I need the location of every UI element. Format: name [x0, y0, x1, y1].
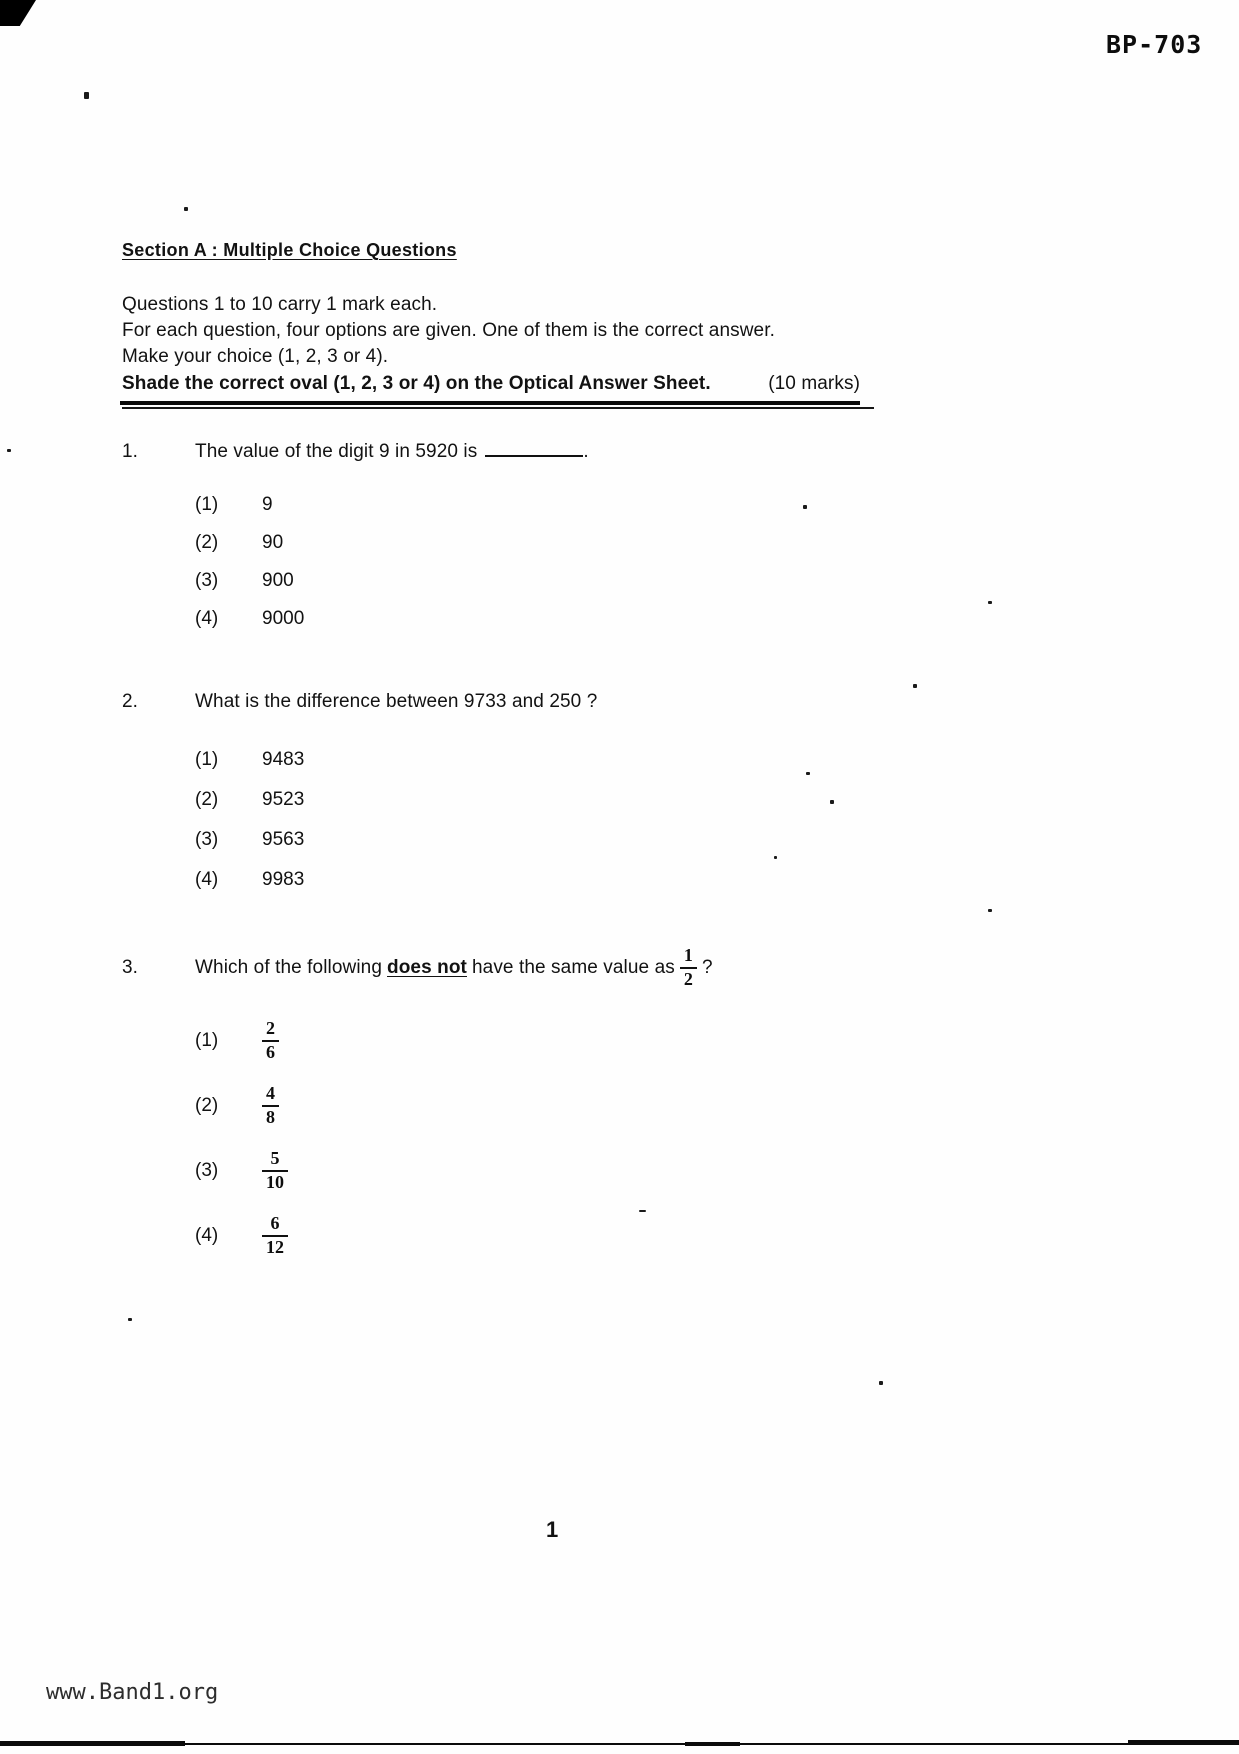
option-label: (4)	[195, 1224, 219, 1246]
option-value: 9983	[262, 869, 305, 890]
footer-website: www.Band1.org	[46, 1680, 219, 1705]
option-row	[195, 494, 304, 532]
blank-suffix: .	[583, 441, 589, 462]
scan-speck	[639, 1210, 646, 1212]
question-number: 2.	[122, 691, 139, 712]
fraction-numerator: 5	[270, 1147, 280, 1168]
scan-speck	[806, 772, 810, 775]
question-text-after: have the same value as	[471, 956, 675, 978]
option-value: 9483	[262, 749, 305, 770]
question-number: 1.	[122, 440, 139, 462]
question-2-line	[122, 691, 597, 713]
option-label: (2)	[195, 789, 219, 810]
scan-speck	[913, 684, 917, 688]
fraction-denominator: 6	[262, 1040, 279, 1063]
option-label: (2)	[195, 532, 219, 553]
option-row	[195, 829, 304, 869]
option-fraction	[262, 1214, 288, 1258]
option-value: 9523	[262, 789, 305, 810]
option-row	[195, 789, 304, 829]
option-label: (3)	[195, 570, 219, 591]
question-3-options	[195, 1008, 288, 1268]
option-row	[195, 1073, 288, 1138]
option-label: (4)	[195, 869, 219, 890]
option-row	[195, 570, 304, 608]
scan-speck	[774, 856, 777, 859]
question-text	[195, 946, 713, 990]
section-heading: Section A : Multiple Choice Questions	[122, 240, 457, 260]
option-fraction	[262, 1149, 288, 1193]
option-value: 9000	[262, 608, 305, 629]
option-row	[195, 869, 304, 909]
bottom-rule	[0, 1743, 1239, 1745]
scan-speck	[803, 505, 807, 509]
option-label: (2)	[195, 1094, 219, 1116]
scan-speck	[879, 1381, 883, 1385]
option-label: (3)	[195, 1159, 219, 1181]
option-label: (1)	[195, 749, 219, 770]
question-text-main: The value of the digit 9 in 5920 is	[195, 441, 478, 462]
question-1-line	[122, 440, 589, 463]
fraction-denominator: 2	[680, 967, 697, 990]
instruction-line: Questions 1 to 10 carry 1 mark each.	[122, 294, 438, 315]
scan-speck	[7, 449, 11, 452]
option-row	[195, 532, 304, 570]
scan-speck	[84, 92, 89, 99]
option-value: 90	[262, 532, 284, 553]
option-value: 9	[262, 494, 273, 515]
fraction-denominator: 8	[262, 1105, 279, 1128]
instructions-block	[122, 292, 860, 397]
option-value: 9563	[262, 829, 305, 850]
question-number: 3.	[122, 956, 139, 978]
fraction-denominator: 10	[262, 1170, 288, 1193]
fraction-numerator: 1	[683, 945, 693, 965]
fraction-numerator: 4	[266, 1082, 275, 1103]
scan-speck	[184, 207, 188, 211]
instruction-line: For each question, four options are given. One of them is the correct answer.	[122, 320, 775, 341]
bottom-rule-segment	[1128, 1740, 1239, 1745]
doc-code: BP-703	[1106, 30, 1203, 59]
option-row	[195, 608, 304, 646]
emphasized-text: does not	[387, 956, 467, 978]
section-divider-rule	[120, 401, 860, 405]
option-row	[195, 1008, 288, 1073]
fraction-numerator: 2	[266, 1017, 275, 1038]
option-label: (3)	[195, 829, 219, 850]
shade-instruction: Shade the correct oval (1, 2, 3 or 4) on the Optical Answer Sheet.	[122, 373, 711, 394]
fraction	[680, 946, 697, 990]
question-2-options	[195, 749, 304, 909]
scan-artifact-corner	[0, 0, 36, 26]
page-number: 1	[546, 1517, 559, 1542]
question-text: What is the difference between 9733 and 250 ?	[195, 691, 598, 712]
option-row	[195, 1138, 288, 1203]
option-row	[195, 749, 304, 789]
fraction-denominator: 12	[262, 1235, 288, 1258]
option-label: (1)	[195, 494, 219, 515]
option-value: 900	[262, 570, 294, 591]
option-fraction	[262, 1084, 279, 1128]
fraction-numerator: 6	[270, 1212, 280, 1233]
question-3-line	[122, 946, 713, 990]
scan-speck	[988, 909, 992, 912]
bottom-rule-segment	[0, 1741, 185, 1746]
option-label: (4)	[195, 608, 219, 629]
question-2	[122, 691, 597, 713]
question-1-options	[195, 494, 304, 646]
question-text-before: Which of the following	[195, 956, 383, 978]
option-label: (1)	[195, 1029, 219, 1051]
instruction-line: Make your choice (1, 2, 3 or 4).	[122, 346, 389, 367]
section-divider-rule-thin	[122, 407, 874, 409]
question-3	[122, 946, 713, 990]
option-fraction	[262, 1019, 279, 1063]
scan-speck	[128, 1318, 132, 1321]
question-mark: ?	[701, 956, 713, 978]
question-1	[122, 440, 589, 463]
question-text	[195, 440, 589, 463]
bottom-rule-segment	[685, 1742, 740, 1746]
answer-blank	[485, 440, 583, 457]
option-row	[195, 1203, 288, 1268]
scan-speck	[988, 601, 992, 604]
marks-label: (10 marks)	[768, 373, 860, 394]
shade-instruction-row	[122, 371, 860, 397]
scan-speck	[830, 800, 834, 804]
